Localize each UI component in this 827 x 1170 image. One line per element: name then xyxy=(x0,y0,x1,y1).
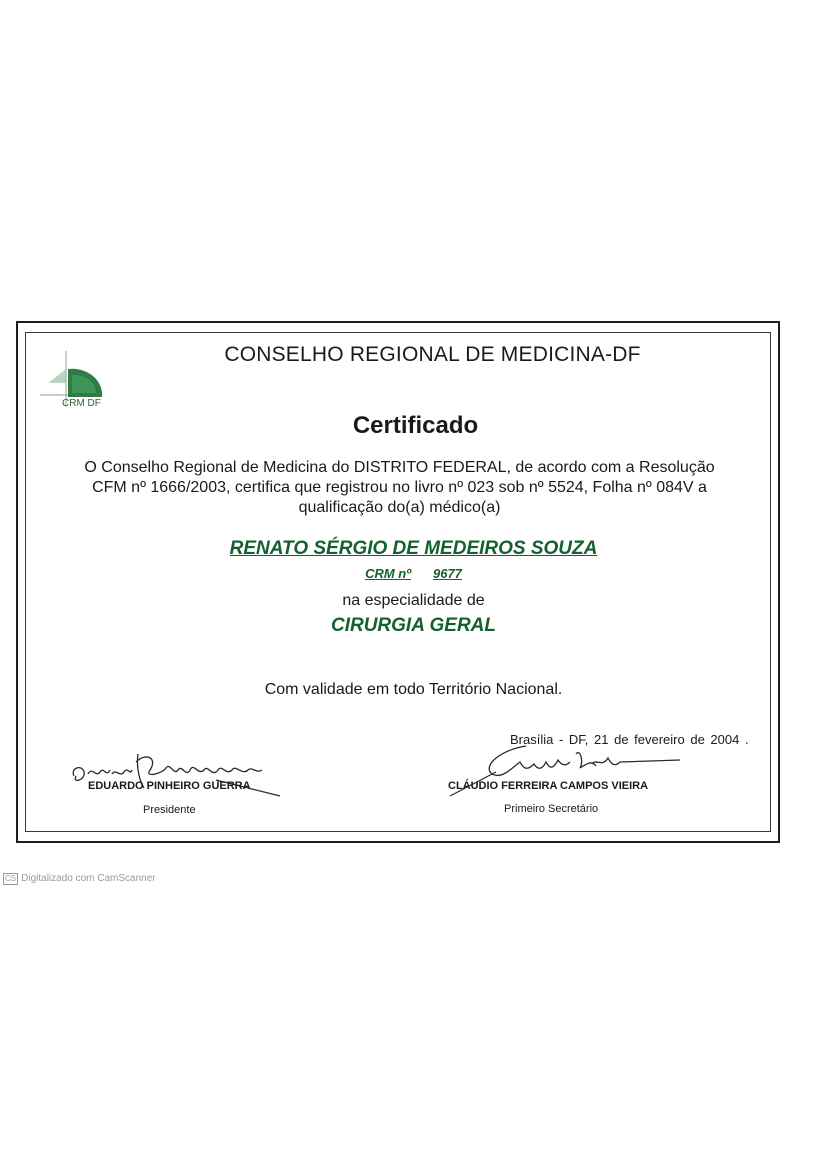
signatory-left-role: Presidente xyxy=(143,804,196,816)
place-date: Brasília - DF, 21 de fevereiro de 2004 . xyxy=(510,732,749,747)
crm-registration xyxy=(0,566,827,581)
signatory-right-name: CLÁUDIO FERREIRA CAMPOS VIEIRA xyxy=(448,780,649,792)
logo-text: CRM DF xyxy=(62,398,101,409)
scanner-text: Digitalizado com CamScanner xyxy=(21,873,156,884)
certificate-body xyxy=(28,458,771,518)
signature-right xyxy=(430,736,690,808)
validity-statement: Com validade em todo Território Nacional. xyxy=(264,681,563,698)
signatory-right-role: Primeiro Secretário xyxy=(504,803,599,815)
body-line: O Conselho Regional de Medicina do DISTRITO FEDERAL, de acordo com a Resolução xyxy=(84,459,715,476)
signatory-left-name: EDUARDO PINHEIRO GUERRA xyxy=(88,780,251,792)
specialty-label: na especialidade de xyxy=(342,592,485,609)
scanner-watermark xyxy=(3,873,156,885)
body-line: qualificação do(a) médico(a) xyxy=(298,499,501,516)
body-line: CFM nº 1666/2003, certifica que registrou no livro nº 023 sob nº 5524, Folha nº 084V a xyxy=(92,479,707,496)
crm-number: 9677 xyxy=(432,566,462,581)
specialty: CIRURGIA GERAL xyxy=(330,615,497,636)
certificate-title: Certificado xyxy=(352,412,479,439)
camscanner-icon: CS xyxy=(5,874,17,883)
council-header: CONSELHO REGIONAL DE MEDICINA-DF xyxy=(224,343,641,366)
doctor-name: RENATO SÉRGIO DE MEDEIROS SOUZA xyxy=(229,538,598,559)
crm-label: CRM nº xyxy=(365,566,411,581)
